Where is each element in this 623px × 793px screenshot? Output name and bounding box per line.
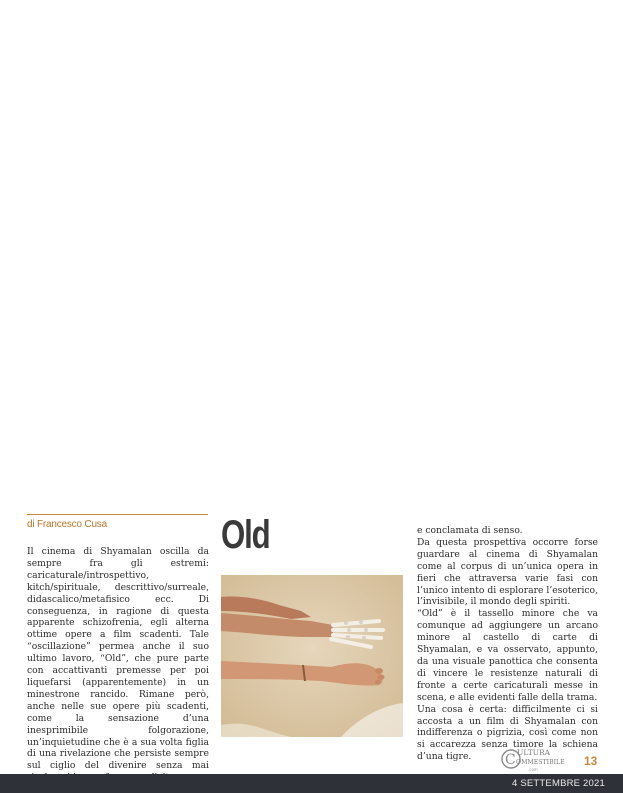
byline-rule <box>27 514 208 515</box>
paragraph: e conclamata di senso. <box>417 525 523 536</box>
footer-date: 4 SETTEMBRE 2021 <box>512 778 605 789</box>
cultura-commestibile-logo <box>501 745 569 773</box>
paragraph: Una cosa è certa: difficilmente ci si accosta a un film di Shyamalan con indifferenza o pigrizia, così come non si accarezza senza timore la schiena d’una tigre. <box>417 703 598 763</box>
article-photo <box>221 575 403 737</box>
paragraph: Da questa prospettiva occorre forse guardare al cinema di Shyamalan come al corpus di un’unica opera in fieri che attraversa varie fasi con l’unico intento di esplorare l’esoterico, l’invisibile, il mondo degli spiriti. <box>417 536 598 608</box>
logo-sub: .com <box>528 767 538 772</box>
paragraph: Il cinema di Shyamalan oscilla da sempre fra gli estremi: caricaturale/introspettivo, kitch/spirituale, descrittivo/surreale, didascalico/metafisico ecc. Di conseguenza, in ragione di questa apparente schizofrenia, egli alterna ottime opere a film scadenti. Tale “oscillazione” permea anche il suo ultimo lavoro, “Old”, che pure parte con accattivanti premesse per poi liquefarsi (apparentemente) in un minestrone rancido. Rimane però, anche nelle sue opere più scadenti, come la sensazione d’una inesprimibile folgorazione, un’inquietudine che è a sua volta figlia di una rivelazione che persiste sempre sul ciglio del divenire senza mai <box>27 546 209 772</box>
article-title: Old <box>221 513 270 557</box>
logo-line1: ULTURA <box>517 748 551 757</box>
article-column-right <box>417 525 598 763</box>
logo-initial: C <box>505 752 516 768</box>
paragraph: “Old” è il tassello minore che va comunque ad aggiungere un arcano minore al castello di carte di Shyamalan, e va osservato, appunto, da una visuale panottica che consenta di vincere le resistenze naturali di fronte a certe caricaturali messe in scena, e alle evidenti falle della trama. <box>417 608 598 703</box>
hands-and-skeleton-image <box>221 575 403 737</box>
logo-line2: OMMESTIBILE <box>516 759 565 766</box>
page-number: 13 <box>584 754 598 768</box>
byline: di Francesco Cusa <box>27 519 107 530</box>
article-column-left <box>27 546 209 784</box>
